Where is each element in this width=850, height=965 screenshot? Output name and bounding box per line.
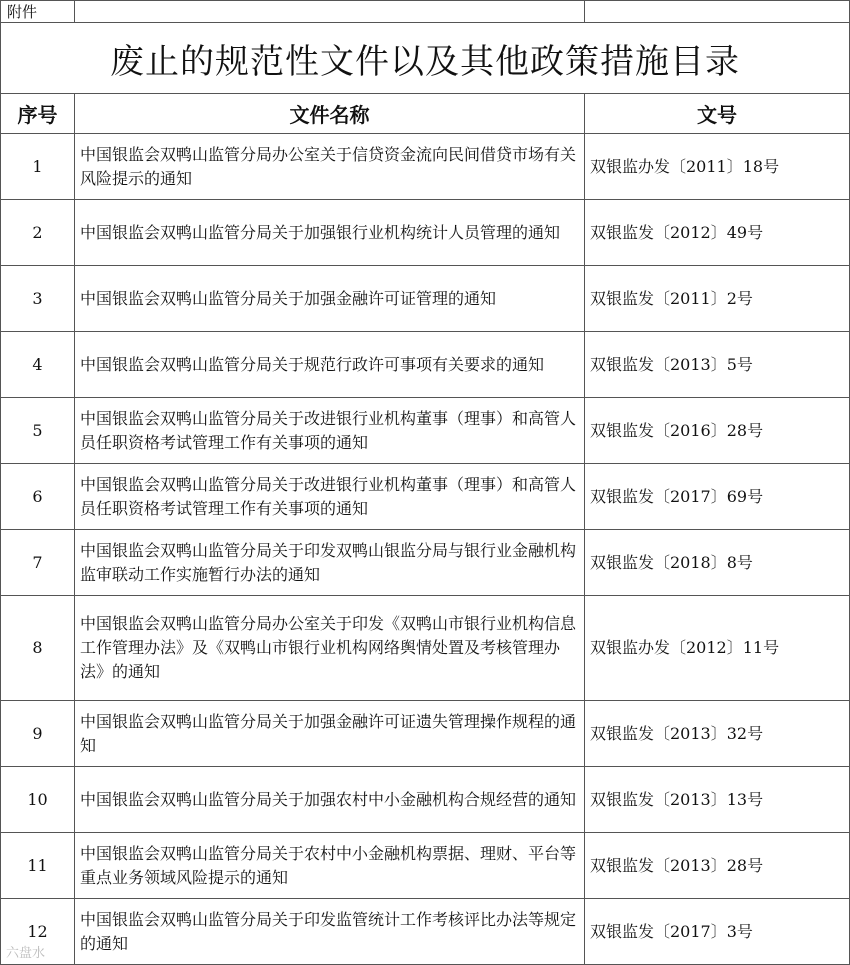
document-name-cell[interactable]: 中国银监会双鸭山监管分局关于改进银行业机构董事（理事）和高管人员任职资格考试管理工作有关事项的通知: [75, 398, 585, 464]
empty-cell[interactable]: [585, 1, 850, 23]
document-number-cell[interactable]: 双银监发〔2016〕28号: [585, 398, 850, 464]
document-name-cell[interactable]: 中国银监会双鸭山监管分局关于规范行政许可事项有关要求的通知: [75, 332, 585, 398]
row-number-cell[interactable]: 2: [1, 200, 75, 266]
document-name-cell[interactable]: 中国银监会双鸭山监管分局关于加强农村中小金融机构合规经营的通知: [75, 767, 585, 833]
table-row: [1, 701, 850, 767]
document-number-cell[interactable]: 双银监发〔2012〕49号: [585, 200, 850, 266]
table-row: [1, 266, 850, 332]
row-number-cell[interactable]: 9: [1, 701, 75, 767]
row-number-cell[interactable]: 6: [1, 464, 75, 530]
row-number-cell[interactable]: 12: [1, 899, 75, 965]
document-name-cell[interactable]: 中国银监会双鸭山监管分局关于印发监管统计工作考核评比办法等规定的通知: [75, 899, 585, 965]
table-row: [1, 833, 850, 899]
document-name-cell[interactable]: 中国银监会双鸭山监管分局关于改进银行业机构董事（理事）和高管人员任职资格考试管理工作有关事项的通知: [75, 464, 585, 530]
table-row: [1, 767, 850, 833]
document-number-cell[interactable]: 双银监发〔2013〕13号: [585, 767, 850, 833]
header-row: [1, 94, 850, 134]
document-name-cell[interactable]: 中国银监会双鸭山监管分局关于加强金融许可证遗失管理操作规程的通知: [75, 701, 585, 767]
document-number-cell[interactable]: 双银监办发〔2012〕11号: [585, 596, 850, 701]
row-number-cell[interactable]: 4: [1, 332, 75, 398]
document-name-cell[interactable]: 中国银监会双鸭山监管分局关于加强银行业机构统计人员管理的通知: [75, 200, 585, 266]
document-number-cell[interactable]: 双银监发〔2018〕8号: [585, 530, 850, 596]
row-number-cell[interactable]: 11: [1, 833, 75, 899]
table-row: [1, 200, 850, 266]
empty-cell[interactable]: [75, 1, 585, 23]
table-row: [1, 596, 850, 701]
table-row: [1, 332, 850, 398]
row-number-cell[interactable]: 8: [1, 596, 75, 701]
document-number-cell[interactable]: 双银监发〔2013〕5号: [585, 332, 850, 398]
page-title[interactable]: 废止的规范性文件以及其他政策措施目录: [1, 23, 850, 94]
document-name-cell[interactable]: 中国银监会双鸭山监管分局关于农村中小金融机构票据、理财、平台等重点业务领域风险提示的通知: [75, 833, 585, 899]
row-number-cell[interactable]: 1: [1, 134, 75, 200]
document-name-cell[interactable]: 中国银监会双鸭山监管分局关于印发双鸭山银监分局与银行业金融机构监审联动工作实施暂行办法的通知: [75, 530, 585, 596]
document-name-cell[interactable]: 中国银监会双鸭山监管分局办公室关于信贷资金流向民间借贷市场有关风险提示的通知: [75, 134, 585, 200]
document-number-cell[interactable]: 双银监发〔2013〕28号: [585, 833, 850, 899]
header-name[interactable]: 文件名称: [75, 94, 585, 134]
document-name-cell[interactable]: 中国银监会双鸭山监管分局办公室关于印发《双鸭山市银行业机构信息工作管理办法》及《双鸭山市银行业机构网络舆情处置及考核管理办法》的通知: [75, 596, 585, 701]
document-number-cell[interactable]: 双银监发〔2011〕2号: [585, 266, 850, 332]
table-row: [1, 134, 850, 200]
document-number-cell[interactable]: 双银监发〔2017〕69号: [585, 464, 850, 530]
title-row: [1, 23, 850, 94]
document-number-cell[interactable]: 双银监发〔2013〕32号: [585, 701, 850, 767]
row-number-cell[interactable]: 10: [1, 767, 75, 833]
attachment-label[interactable]: 附件: [1, 1, 75, 23]
header-doc[interactable]: 文号: [585, 94, 850, 134]
document-number-cell[interactable]: 双银监发〔2017〕3号: [585, 899, 850, 965]
row-number-cell[interactable]: 7: [1, 530, 75, 596]
watermark: 六盘水: [6, 946, 46, 961]
document-number-cell[interactable]: 双银监办发〔2011〕18号: [585, 134, 850, 200]
row-number-cell[interactable]: 3: [1, 266, 75, 332]
table-row: [1, 464, 850, 530]
table-row: [1, 899, 850, 965]
header-no[interactable]: 序号: [1, 94, 75, 134]
attachment-row: [1, 1, 850, 23]
row-number-cell[interactable]: 5: [1, 398, 75, 464]
table-row: [1, 530, 850, 596]
document-name-cell[interactable]: 中国银监会双鸭山监管分局关于加强金融许可证管理的通知: [75, 266, 585, 332]
table-row: [1, 398, 850, 464]
